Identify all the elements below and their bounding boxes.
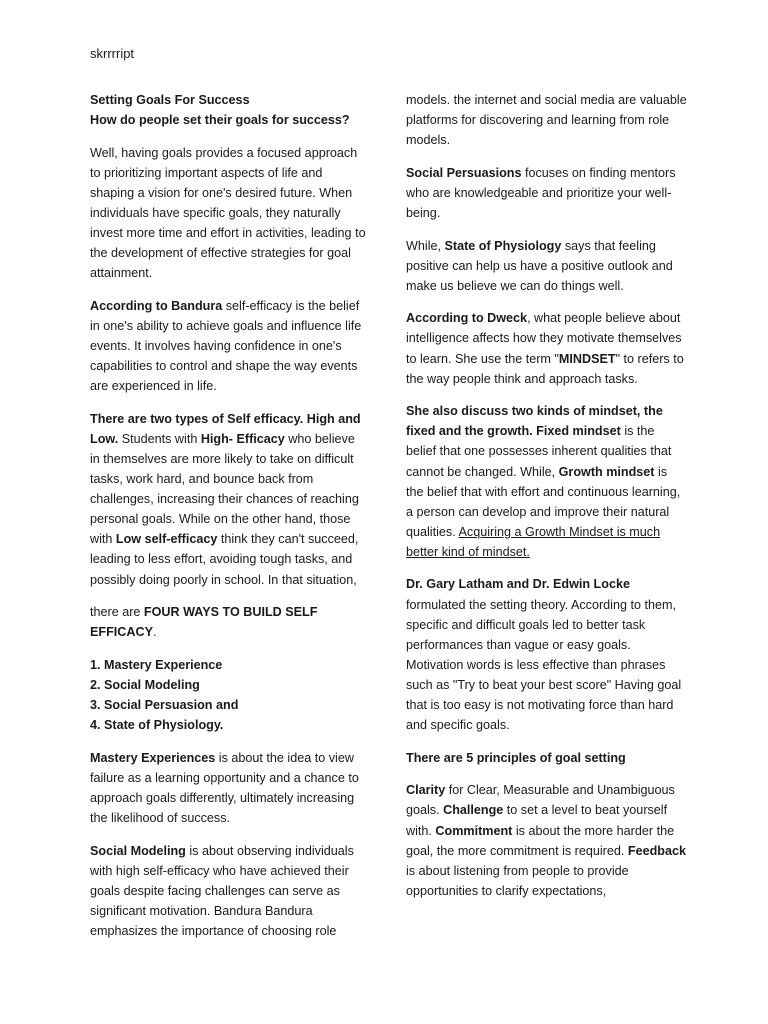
list-item: 1. Mastery Experience: [90, 657, 223, 672]
intro-paragraph: Well, having goals provides a focused approach to prioritizing important aspects of life and shaping a vision for one's desired future. When individuals have specific goals, they naturally invest more time and effort in activities, leading to the development of effective strategies for goal attainment.: [90, 145, 366, 281]
continuation-paragraph: models. the internet and social media are valuable platforms for discovering and learning from role models.: [406, 93, 687, 148]
four-ways-list: [90, 655, 366, 735]
bandura-paragraph: According to Bandura self-efficacy is the belief in one's ability to achieve goals and influence life events. It involves having confidence in one's capabilities to control and shape the way events are experienced in life.: [90, 298, 362, 394]
physiology-paragraph: While, State of Physiology says that feeling positive can help us have a positive outlook and make us believe we can do things well.: [406, 238, 673, 293]
principles-paragraph: Clarity for Clear, Measurable and Unambiguous goals. Challenge to set a level to beat yourself with. Commitment is about the more harder the goal, the more commitment is required. Feedback is about listening from people to provide opportunities to clarify expectations,: [406, 783, 686, 898]
left-column: [90, 90, 366, 954]
mastery-paragraph: Mastery Experiences is about the idea to view failure as a learning opportunity and a chance to approach goals differently, ultimately increasing the likelihood of success.: [90, 750, 359, 825]
dweck-paragraph: According to Dweck, what people believe about intelligence affects how they motivate themselves to learn. She use the term "MINDSET" to refers to the way people think and approach tasks.: [406, 311, 684, 386]
efficacy-types-paragraph: There are two types of Self efficacy. High and Low. Students with High- Efficacy who believe in themselves are more likely to take on difficult tasks, work hard, and bounce back from challenges, increasing their chances of reaching personal goals. While on the other hand, those with Low self-efficacy think they can't succeed, leading to less effort, avoiding tough tasks, and possibly doing poorly in school. In that situation,: [90, 411, 361, 587]
list-item: 2. Social Modeling: [90, 677, 200, 692]
list-item: 4. State of Physiology.: [90, 718, 224, 733]
persuasion-paragraph: Social Persuasions focuses on finding mentors who are knowledgeable and prioritize your well-being.: [406, 165, 676, 220]
principles-heading: There are 5 principles of goal setting: [406, 750, 626, 765]
latham-locke-paragraph: Dr. Gary Latham and Dr. Edwin Locke formulated the setting theory. According to them, specific and difficult goals led to better task performances than vague or easy goals. Motivation words is less effective than phrases such as "Try to beat your best score" Having goal that is too easy is not motivating force than hard and specific goals.: [406, 577, 682, 733]
list-item: 3. Social Persuasion and: [90, 698, 239, 713]
four-ways-paragraph: there are FOUR WAYS TO BUILD SELF EFFICACY.: [90, 605, 318, 640]
right-column: [406, 90, 688, 913]
growth-mindset-underline: Acquiring a Growth Mindset is much better kind of mindset.: [406, 524, 661, 559]
document-title: Setting Goals For Success: [90, 93, 250, 107]
modeling-paragraph: Social Modeling is about observing individuals with high self-efficacy who have achieved their goals despite facing challenges can serve as significant motivation. Bandura Bandura emphasizes the importance of choosing role: [90, 843, 354, 938]
document-question: How do people set their goals for success?: [90, 113, 350, 128]
mindset-kinds-paragraph: She also discuss two kinds of mindset, the fixed and the growth. Fixed mindset is the belief that one possesses inherent qualities that cannot be changed. While, Growth mindset is the belief that with effort and continuous learning, a person can develop and improve their natural qualities. Acquiring a Growth Mindset is much better kind of mindset.: [406, 404, 681, 559]
document-header: skrrrript: [90, 46, 135, 61]
